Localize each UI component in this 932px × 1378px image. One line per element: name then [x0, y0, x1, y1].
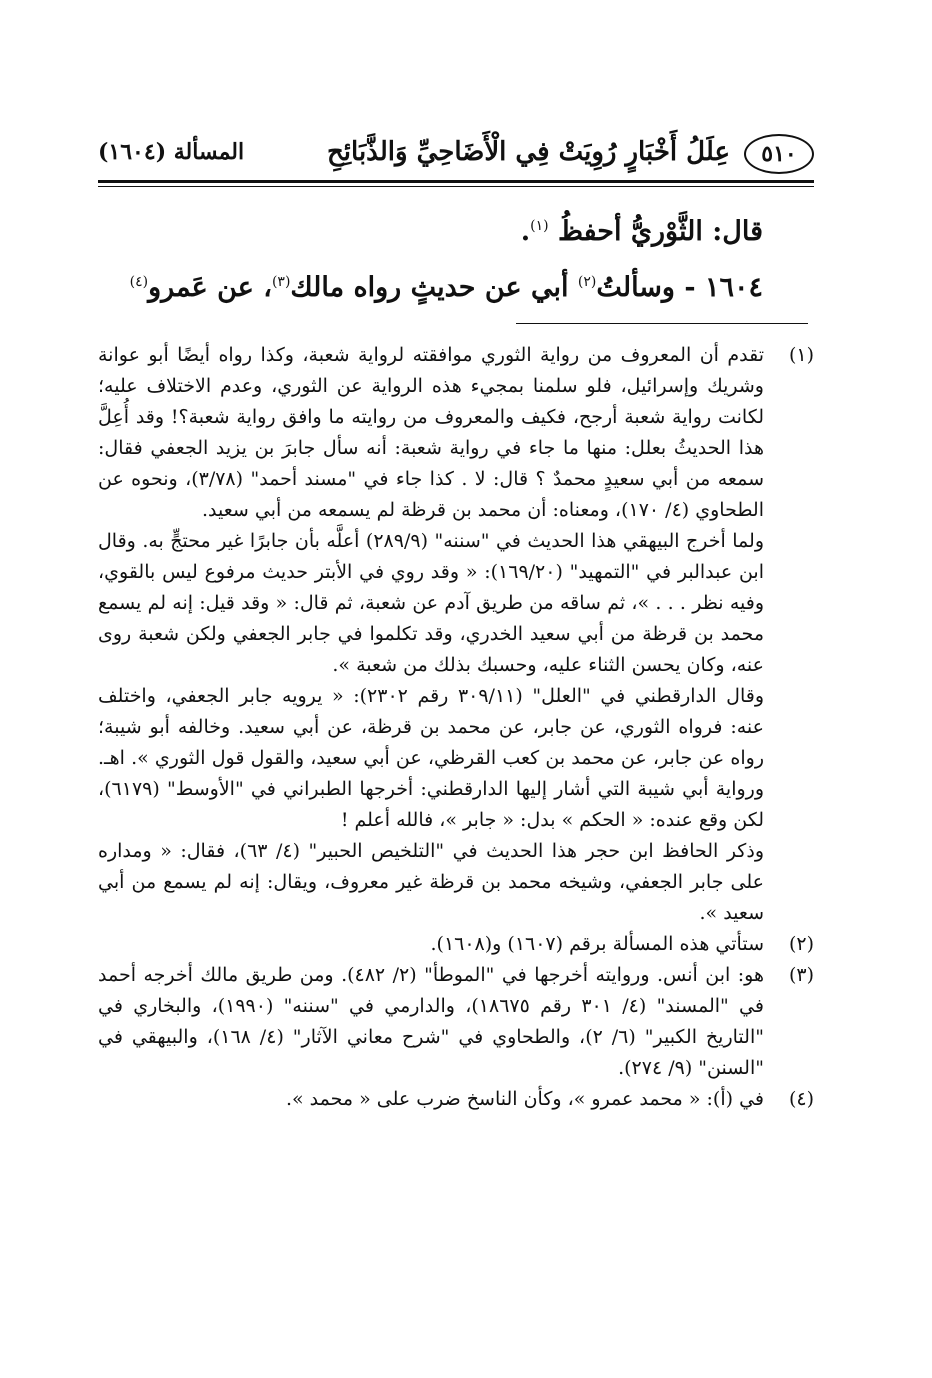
footnote-ref-4: (٤)	[129, 274, 149, 290]
footnote-paragraph: هو: ابن أنس. وروايته أخرجها في "الموطأ" (٢/ ٤٨٢). ومن طريق مالك أخرجه أحمد في "المسند" (٤/ ٣٠١ رقم ١٨٦٧٥)، والدارمي في "سننه" (١٩٩٠)، والبخاري في "التاريخ الكبير" (٦/ ٢)، والطحاوي في "شرح معاني الآثار" (٤/ ١٦٨)، والبيهقي في "السنن" (٩/ ٢٧٤).	[98, 964, 764, 1079]
page-header	[98, 132, 814, 172]
main-line-1-end: .	[520, 216, 531, 247]
question-number-text: ١٦٠٤ - وسألتُ	[596, 272, 763, 303]
main-line-1-text: قال: الثَّوْريُّ أحفظُ	[558, 216, 763, 247]
main-line-2-middle: أبي عن حديثٍ رواه مالك	[290, 272, 578, 303]
footnote-1	[98, 340, 814, 929]
footnote-4	[98, 1084, 814, 1115]
footnote-paragraph: ولما أخرج البيهقي هذا الحديث في "سننه" (٢٨٩/٩) أعلَّه بأن جابرًا غير محتجٍّ به. وقال ابن عبدالبر في "التمهيد" (١٦٩/٢٠): « وقد روي في الأبتر حديث مرفوع ليس بالقوي، وفيه نظر . . . »، ثم ساقه من طريق آدم عن شعبة، ثم قال: « وقد قيل: إنه لم يسمع محمد بن قرظة من أبي سعيد الخدري، وقد تكلموا في جابر الجعفي ولكن شعبة روى عنه، وكان يحسن الثناء عليه، وحسبك بذلك من شعبة ».	[98, 530, 764, 676]
footnote-ref-2: (٢)	[577, 274, 597, 290]
header-rule-thin	[98, 186, 814, 187]
footnote-number: (٢)	[788, 933, 814, 955]
main-line-1	[98, 204, 763, 260]
footnote-ref-1: (١)	[530, 218, 549, 234]
footnote-paragraph: تقدم أن المعروف من رواية الثوري موافقته لرواية شعبة، وكذا رواه أيضًا أبو عوانة وشريك وإسرائيل، فلو سلمنا بمجيء هذه الرواية عن الثوري، وعدم الاختلاف عليه؛ لكانت رواية شعبة أرجح، فكيف والمعروف من روايته ما وافق رواية شعبة؟! وقد أُعِلَّ هذا الحديثُ بعلل: منها ما جاء في رواية شعبة: أنه سأل جابرَ بن يزيد الجعفي فقال: سمعه من أبي سعيدٍ محمدٌ ؟ قال: لا . كذا جاء في "مسند أحمد" (٣/٧٨)، ونحوه عن الطحاوي (٤/ ١٧٠)، ومعناه: أن محمد بن قرظة لم يسمعه من أبي سعيد.	[98, 344, 764, 521]
footnote-separator	[516, 323, 808, 324]
main-text	[98, 204, 763, 316]
issue-label: المسألة (١٦٠٤)	[98, 139, 245, 165]
footnote-number: (٣)	[788, 964, 814, 986]
footnote-number: (١)	[788, 344, 814, 366]
footnote-paragraph: وقال الدارقطني في "العلل" (٣٠٩/١١ رقم ٢٣٠٢): « يرويه جابر الجعفي، واختلف عنه: فرواه الثوري، عن جابر، عن محمد بن قرظة، عن أبي سعيد. وخالفه أبو شيبة؛ رواه عن جابر، عن محمد بن كعب القرظي، عن أبي سعيد، والقول قول الثوري ». اهـ. ورواية أبي شيبة التي أشار إليها الدارقطني: أخرجها الطبراني في "الأوسط" (٦١٧٩)، لكن وقع عنده: « الحكم » بدل: « جابر »، فالله أعلم !	[98, 685, 765, 831]
footnote-3	[98, 960, 814, 1084]
page-number: ٥١٠	[744, 134, 814, 174]
footnote-paragraph: ستأتي هذه المسألة برقم (١٦٠٧) و(١٦٠٨).	[430, 933, 764, 955]
footnote-number: (٤)	[788, 1088, 814, 1110]
main-line-2	[98, 260, 763, 316]
footnote-paragraph: في (أ): « محمد عمرو »، وكأن الناسخ ضرب على « محمد ».	[285, 1088, 764, 1110]
footnote-paragraph: وذكر الحافظ ابن حجر هذا الحديث في "التلخيص الحبير" (٤/ ٦٣)، فقال: « ومداره على جابر الجعفي، وشيخه محمد بن قرظة غير معروف، ويقال: إنه لم يسمع من أبي سعيد ».	[98, 840, 764, 924]
main-line-2-end: ، عن عَمرو	[148, 272, 272, 303]
running-title: عِلَلُ أَخْبَارٍ رُوِيَتْ فِي الْأَضَاحِيِّ وَالذَّبَائِحِ	[327, 137, 730, 167]
header-rule-thick	[98, 180, 814, 183]
footnote-2	[98, 929, 814, 960]
footnotes	[98, 340, 814, 1115]
footnote-ref-3: (٣)	[271, 274, 291, 290]
